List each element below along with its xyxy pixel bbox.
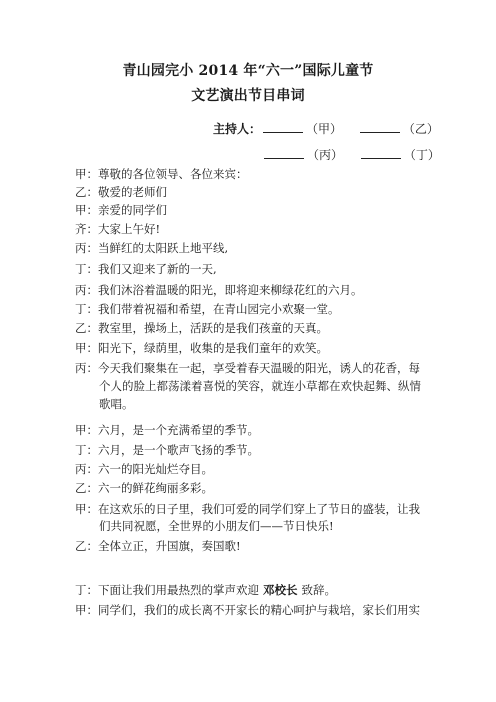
speaker-label: 甲： — [75, 203, 98, 217]
speaker-label: 乙： — [75, 185, 98, 199]
host-blank-yi — [360, 122, 400, 133]
document-subtitle: 文艺演出节目串词 — [191, 88, 305, 104]
script-line — [75, 261, 435, 278]
line-text: 当鲜红的太阳跃上地平线, — [98, 241, 229, 255]
script-line — [75, 461, 435, 478]
script-line — [75, 184, 435, 201]
line-text: 教室里，操场上，活跃的是我们孩童的天真。 — [98, 321, 328, 335]
speaker-label: 乙： — [75, 539, 98, 553]
speaker-label: 丁： — [75, 443, 98, 457]
speaker-label: 丁： — [75, 262, 98, 276]
script-line — [75, 240, 435, 257]
host-role-yi: （乙） — [402, 122, 439, 136]
script-line — [75, 360, 435, 377]
script-line — [75, 221, 435, 238]
speaker-label: 丁： — [75, 583, 98, 597]
line-text: 个人的脸上都荡漾着喜悦的笑容，就连小草都在欢快起舞、纵情 — [99, 379, 421, 393]
speaker-label: 丁： — [75, 302, 98, 316]
principal-name: 邓校长 — [263, 583, 298, 597]
script-line-continuation — [99, 518, 334, 535]
hosts-row-1 — [213, 120, 439, 137]
speaker-label: 甲： — [75, 423, 98, 437]
line-text: 今天我们聚集在一起，享受着春天温暖的阳光，诱人的花香，每 — [98, 361, 420, 375]
host-blank-bing — [264, 148, 304, 159]
script-line — [75, 602, 435, 619]
script-line — [75, 582, 435, 599]
script-line-continuation — [99, 378, 421, 395]
script-line — [75, 202, 435, 219]
speaker-label: 甲： — [75, 502, 98, 516]
line-text: 在这欢乐的日子里，我们可爱的同学们穿上了节日的盛装，让我 — [98, 502, 420, 516]
speaker-label: 丙： — [75, 361, 98, 375]
script-line — [75, 422, 435, 439]
line-text: 们共同祝愿，全世界的小朋友们——节日快乐! — [99, 519, 334, 533]
line-text: 六月，是一个歌声飞扬的季节。 — [98, 443, 259, 457]
host-role-ding: （丁） — [403, 148, 440, 162]
speaker-label: 丙： — [75, 283, 98, 297]
line-text: 敬爱的老师们 — [98, 185, 167, 199]
script-line — [75, 538, 435, 555]
document-title: 青山园完小 2014 年“六一”国际儿童节 — [122, 63, 374, 79]
host-role-bing: （丙） — [307, 148, 344, 162]
script-line — [75, 442, 435, 459]
speaker-label: 甲： — [75, 167, 98, 181]
script-line — [75, 480, 435, 497]
hosts-label: 主持人： — [213, 122, 262, 136]
speaker-label: 甲： — [75, 603, 98, 617]
host-blank-jia — [263, 122, 303, 133]
speaker-label: 乙： — [75, 321, 98, 335]
script-line — [75, 301, 435, 318]
speaker-label: 丙： — [75, 462, 98, 476]
line-text-after: 致辞。 — [301, 583, 336, 597]
line-text: 我们沐浴着温暖的阳光，即将迎来柳绿花红的六月。 — [98, 283, 363, 297]
line-text: 同学们，我们的成长离不开家长的精心呵护与栽培，家长们用实 — [98, 603, 420, 617]
line-text: 阳光下，绿荫里，收集的是我们童年的欢笑。 — [98, 341, 328, 355]
script-line — [75, 282, 435, 299]
host-blank-ding — [361, 148, 401, 159]
speaker-label: 乙： — [75, 481, 98, 495]
line-text: 六一的鲜花绚丽多彩。 — [98, 481, 213, 495]
hosts-row-2 — [262, 146, 440, 163]
line-text: 我们带着祝福和希望，在青山园完小欢聚一堂。 — [98, 302, 340, 316]
line-text: 尊敬的各位领导、各位来宾： — [98, 167, 248, 181]
script-line — [75, 340, 435, 357]
script-line-continuation — [99, 396, 134, 413]
speaker-label: 甲： — [75, 341, 98, 355]
line-text: 六一的阳光灿烂夺目。 — [98, 462, 213, 476]
script-line — [75, 320, 435, 337]
speaker-label: 齐： — [75, 222, 98, 236]
speaker-label: 丙： — [75, 241, 98, 255]
line-text: 全体立正，升国旗，奏国歌! — [98, 539, 241, 553]
line-text: 我们又迎来了新的一天, — [98, 262, 217, 276]
line-text: 亲爱的同学们 — [98, 203, 167, 217]
line-text: 下面让我们用最热烈的掌声欢迎 — [98, 583, 259, 597]
script-line — [75, 166, 435, 183]
line-text: 六月，是一个充满希望的季节。 — [98, 423, 259, 437]
script-line — [75, 501, 435, 518]
line-text: 歌唱。 — [99, 397, 134, 411]
line-text: 大家上午好! — [98, 222, 161, 236]
host-role-jia: （甲） — [306, 122, 343, 136]
